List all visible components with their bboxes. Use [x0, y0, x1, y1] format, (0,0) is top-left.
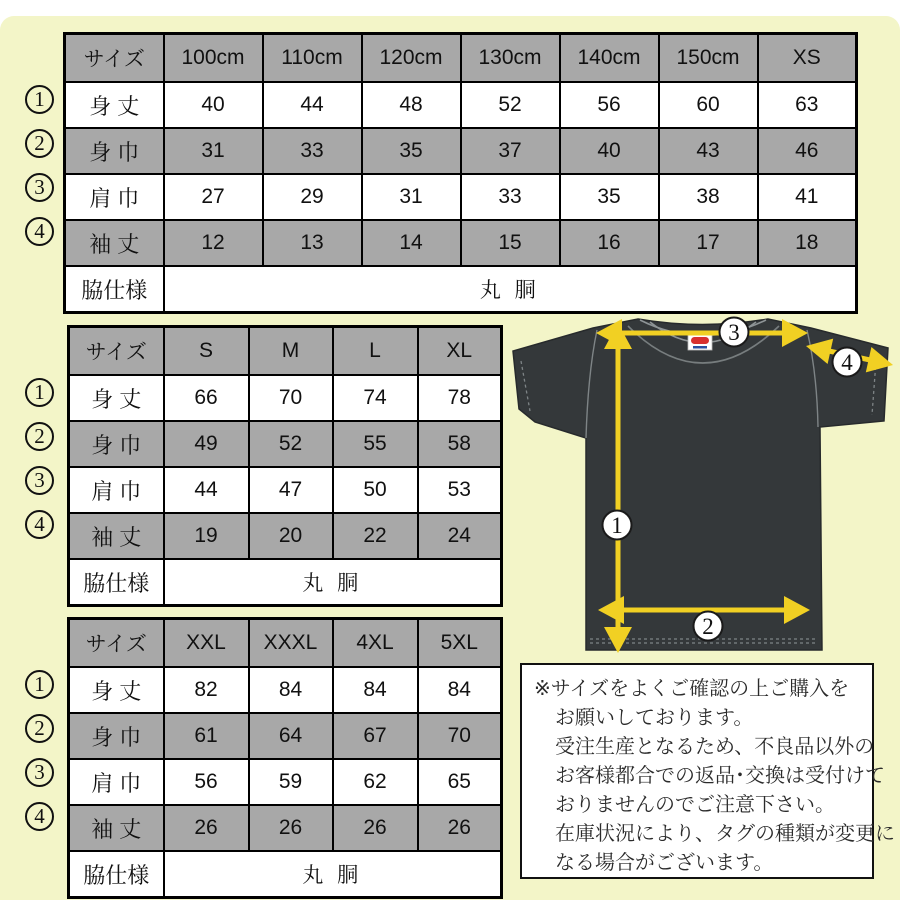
table-row — [69, 805, 502, 851]
diagram-marker-1: 1 — [611, 513, 623, 538]
col-header: サイズ — [69, 327, 164, 376]
row-label: 袖 丈 — [65, 220, 164, 266]
row-marker-2: 2 — [25, 129, 54, 158]
cell: 84 — [333, 667, 418, 713]
col-header: XXXL — [249, 619, 333, 668]
row-label: 袖 丈 — [69, 513, 164, 559]
row-marker-4: 4 — [25, 802, 54, 831]
row-label: 身 巾 — [69, 421, 164, 467]
table-row — [69, 713, 502, 759]
table-row — [69, 667, 502, 713]
cell: 44 — [164, 467, 249, 513]
side-spec-value: 丸 胴 — [164, 851, 502, 898]
col-header: 120cm — [362, 34, 461, 83]
row-label: 肩 巾 — [65, 174, 164, 220]
brand-tag-icon — [688, 334, 712, 350]
cell: 35 — [560, 174, 659, 220]
col-header: 150cm — [659, 34, 758, 83]
cell: 56 — [560, 82, 659, 128]
row-marker-3: 3 — [25, 758, 54, 787]
col-header: 5XL — [418, 619, 502, 668]
cell: 58 — [418, 421, 502, 467]
diagram-marker-2: 2 — [702, 614, 714, 639]
row-marker-1: 1 — [25, 378, 54, 407]
row-label: 肩 巾 — [69, 759, 164, 805]
col-header: 4XL — [333, 619, 418, 668]
table-row — [69, 513, 502, 559]
cell: 50 — [333, 467, 418, 513]
row-label: 身 丈 — [69, 667, 164, 713]
notice-line: 受注生産となるため、不良品以外の — [555, 736, 875, 758]
cell: 66 — [164, 375, 249, 421]
cell: 67 — [333, 713, 418, 759]
cell: 40 — [164, 82, 263, 128]
cell: 60 — [659, 82, 758, 128]
size-table-adult — [67, 325, 503, 607]
tshirt-silhouette — [513, 319, 888, 650]
cell: 35 — [362, 128, 461, 174]
cell: 70 — [418, 713, 502, 759]
row-label: 身 巾 — [65, 128, 164, 174]
side-spec-value: 丸 胴 — [164, 266, 857, 313]
table-row — [69, 759, 502, 805]
cell: 29 — [263, 174, 362, 220]
cell: 82 — [164, 667, 249, 713]
row-marker-4: 4 — [25, 217, 54, 246]
col-header: サイズ — [69, 619, 164, 668]
cell: 55 — [333, 421, 418, 467]
row-marker-2: 2 — [25, 714, 54, 743]
table-row — [69, 467, 502, 513]
cell: 13 — [263, 220, 362, 266]
cell: 52 — [461, 82, 560, 128]
side-spec-value: 丸 胴 — [164, 559, 502, 606]
cell: 38 — [659, 174, 758, 220]
cell: 26 — [249, 805, 333, 851]
notice-line: なる場合がございます。 — [555, 852, 774, 874]
row-marker-1: 1 — [25, 670, 54, 699]
col-header: L — [333, 327, 418, 376]
notice-line: お客様都合での返品･交換は受付けて — [555, 765, 885, 787]
diagram-marker-4: 4 — [841, 350, 853, 375]
cell: 17 — [659, 220, 758, 266]
cell: 65 — [418, 759, 502, 805]
table-row — [69, 421, 502, 467]
tshirt-measurement-diagram — [502, 303, 898, 659]
cell: 44 — [263, 82, 362, 128]
cell: 47 — [249, 467, 333, 513]
row-label: 脇仕様 — [69, 851, 164, 898]
diagram-marker-3: 3 — [728, 320, 740, 345]
cell: 22 — [333, 513, 418, 559]
purchase-notice-box — [520, 663, 895, 879]
cell: 26 — [418, 805, 502, 851]
table-header-row — [69, 327, 502, 376]
cell: 43 — [659, 128, 758, 174]
cell: 59 — [249, 759, 333, 805]
size-table-kids — [63, 32, 858, 314]
cell: 24 — [418, 513, 502, 559]
cell: 48 — [362, 82, 461, 128]
cell: 27 — [164, 174, 263, 220]
cell: 37 — [461, 128, 560, 174]
cell: 14 — [362, 220, 461, 266]
cell: 49 — [164, 421, 249, 467]
cell: 31 — [164, 128, 263, 174]
cell: 84 — [249, 667, 333, 713]
cell: 33 — [263, 128, 362, 174]
table-row — [65, 174, 857, 220]
row-label: 身 丈 — [65, 82, 164, 128]
row-marker-3: 3 — [25, 173, 54, 202]
cell: 56 — [164, 759, 249, 805]
row-label: 袖 丈 — [69, 805, 164, 851]
row-label: 身 丈 — [69, 375, 164, 421]
table-row — [65, 128, 857, 174]
cell: 62 — [333, 759, 418, 805]
notice-line: ※サイズをよくご確認の上ご購入を — [534, 678, 850, 700]
cell: 31 — [362, 174, 461, 220]
row-label: 身 巾 — [69, 713, 164, 759]
cell: 15 — [461, 220, 560, 266]
row-marker-3: 3 — [25, 466, 54, 495]
cell: 61 — [164, 713, 249, 759]
row-label: 肩 巾 — [69, 467, 164, 513]
size-table-big — [67, 617, 503, 899]
cell: 53 — [418, 467, 502, 513]
cell: 19 — [164, 513, 249, 559]
cell: 26 — [333, 805, 418, 851]
table-row — [69, 375, 502, 421]
col-header: XS — [758, 34, 857, 83]
cell: 74 — [333, 375, 418, 421]
table-row — [65, 82, 857, 128]
cell: 16 — [560, 220, 659, 266]
cell: 20 — [249, 513, 333, 559]
col-header: XL — [418, 327, 502, 376]
col-header: 130cm — [461, 34, 560, 83]
notice-line: 在庫状況により、タグの種類が変更に — [555, 823, 895, 845]
notice-line: お願いしております。 — [555, 707, 754, 729]
cell: 41 — [758, 174, 857, 220]
cell: 63 — [758, 82, 857, 128]
col-header: 100cm — [164, 34, 263, 83]
cell: 12 — [164, 220, 263, 266]
cell: 84 — [418, 667, 502, 713]
row-label: 脇仕様 — [69, 559, 164, 606]
col-header: 110cm — [263, 34, 362, 83]
cell: 33 — [461, 174, 560, 220]
col-header: S — [164, 327, 249, 376]
row-marker-4: 4 — [25, 510, 54, 539]
cell: 78 — [418, 375, 502, 421]
notice-line: おりませんのでご注意下さい。 — [555, 794, 835, 816]
cell: 46 — [758, 128, 857, 174]
col-header: XXL — [164, 619, 249, 668]
table-footer-row — [69, 851, 502, 898]
row-marker-2: 2 — [25, 422, 54, 451]
col-header: M — [249, 327, 333, 376]
cell: 18 — [758, 220, 857, 266]
cell: 52 — [249, 421, 333, 467]
table-header-row — [65, 34, 857, 83]
table-header-row — [69, 619, 502, 668]
col-header: 140cm — [560, 34, 659, 83]
row-marker-1: 1 — [25, 85, 54, 114]
cell: 26 — [164, 805, 249, 851]
row-label: 脇仕様 — [65, 266, 164, 313]
col-header: サイズ — [65, 34, 164, 83]
cell: 70 — [249, 375, 333, 421]
table-row — [65, 220, 857, 266]
table-footer-row — [69, 559, 502, 606]
cell: 64 — [249, 713, 333, 759]
cell: 40 — [560, 128, 659, 174]
